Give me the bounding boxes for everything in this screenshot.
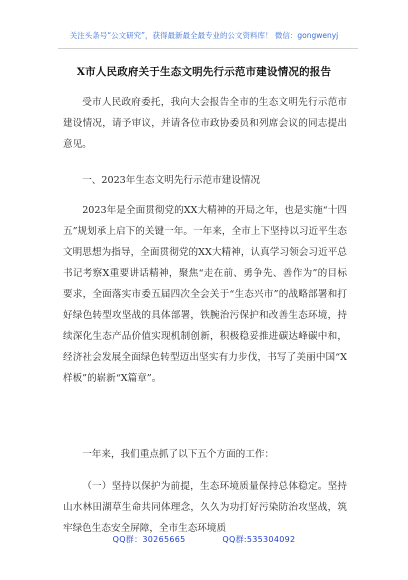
footer-contact [0, 534, 408, 545]
body-paragraph: （一）坚持以保护为前提，生态环境质量保持总体稳定。坚持山水林田湖草生命共同体理念，久久为功打好污染防治攻坚战，筑牢绿色生态安全屏障，全市生态环境质 [63, 481, 347, 534]
document-title: X市人民政府关于生态文明先行示范市建设情况的报告 [76, 66, 332, 78]
intro-paragraph: 受市人民政府委托，我向大会报告全市的生态文明先行示范市建设情况，请予审议，并请各位市政协委员和列席会议的同志提出意见。 [63, 97, 347, 150]
section-heading: 一、2023年生态文明先行示范市建设情况 [82, 175, 261, 186]
body-paragraph: 2023年是全面贯彻党的XX大精神的开局之年，也是实施“十四五”规划承上启下的关键一年。一年来，全市上下坚持以习近平生态文明思想为指导，全面贯彻党的XX大精神，认真学习领会习近平总书记考察X重要讲话精神，聚焦“走在前、勇争先、善作为”的目标要求，全面落实市委五届四次全会关于“生态兴市”的战略部署和打好绿色转型攻坚战的具体部署，铁腕治污保护和改善生态环境，持续深化生态产品价值实现机制创新，积极稳妥推进碳达峰碳中和，经济社会发展全面绿色转型迈出坚实有力步伐，书写了美丽中国“X样板”的崭新“X篇章”。 [63, 205, 347, 384]
footer-qq-group-2: QQ群:535304092 [222, 535, 296, 544]
header-note: 关注头条号“公文研究”，获得最新最全最专业的公文资料库！ 微信：gongwenyj [69, 31, 339, 40]
body-paragraph: 一年来，我们重点抓了以下五个方面的工作： [82, 449, 275, 460]
header-divider [58, 48, 358, 49]
footer-qq-group-1: QQ群：30265665 [112, 535, 186, 544]
